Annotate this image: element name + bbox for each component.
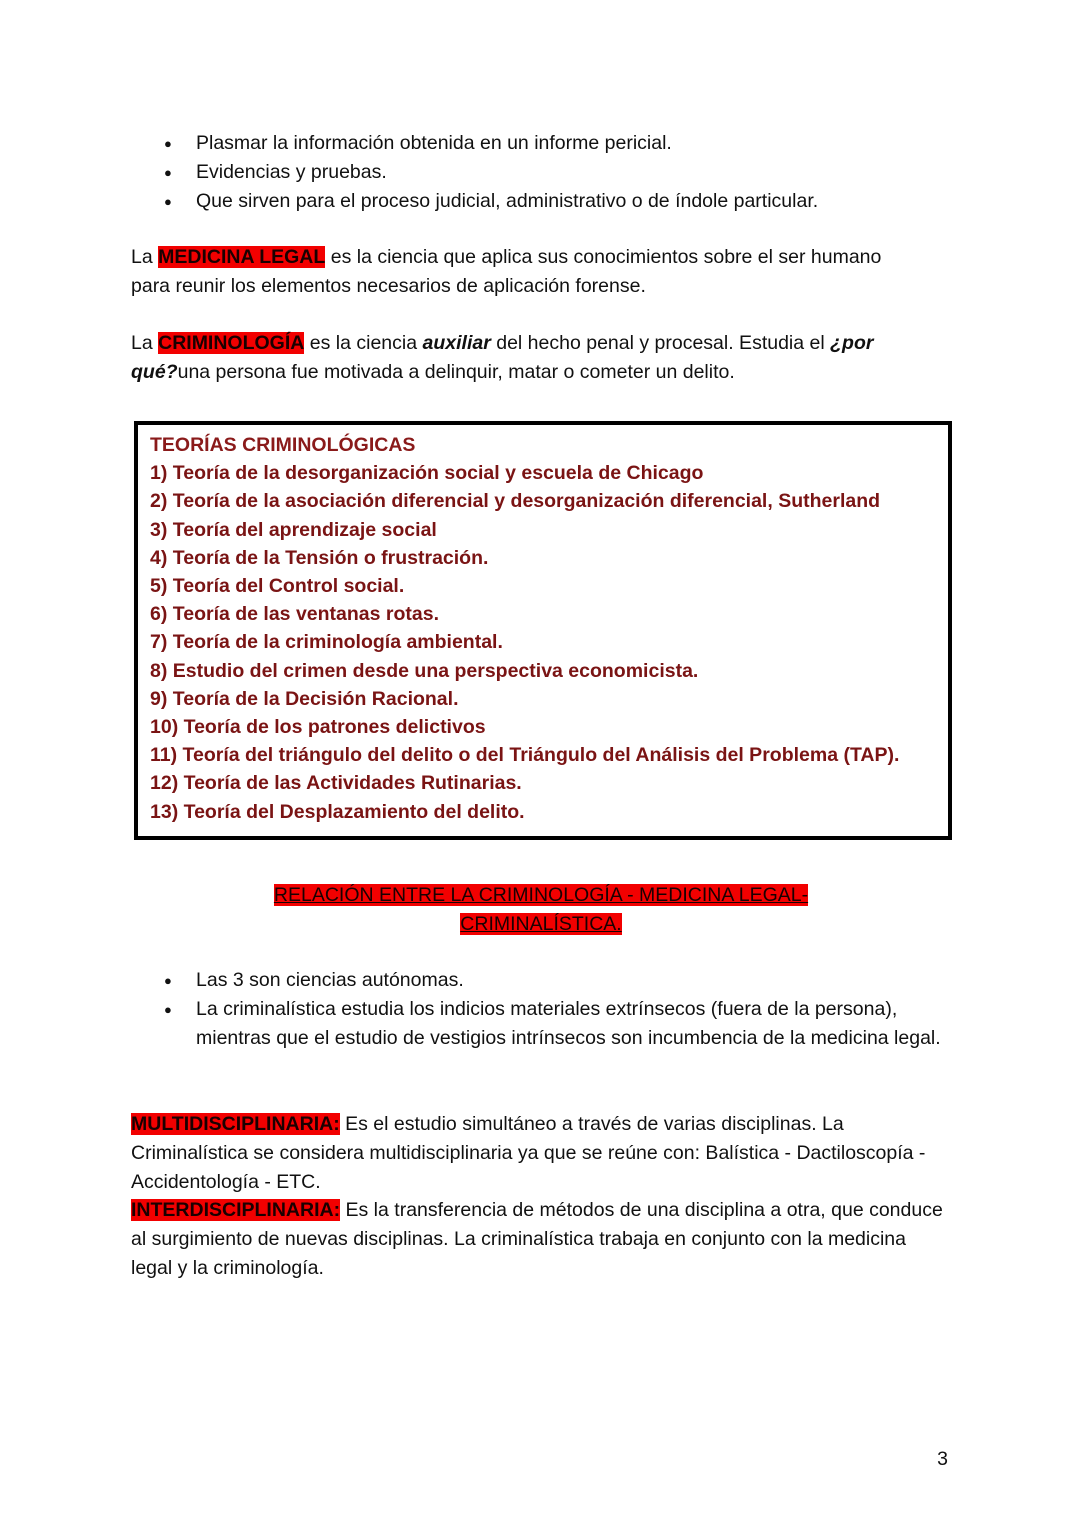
text: es la ciencia	[304, 332, 423, 354]
theory-item: 4) Teoría de la Tensión o frustración.	[150, 546, 489, 569]
theory-item: 11) Teoría del triángulo del delito o del Triángulo del Análisis del Problema (TAP).	[150, 744, 900, 767]
theory-item: 1) Teoría de la desorganización social y escuela de Chicago	[150, 462, 704, 485]
list-item: ● La criminalística estudia los indicios materiales extrínsecos (fuera de la persona), mientras que el estudio de vestigios intrínsecos son incumbencia de la medicina legal.	[131, 995, 951, 1053]
text: una persona fue motivada a delinquir, matar o cometer un delito.	[177, 361, 735, 383]
theory-item: 12) Teoría de las Actividades Rutinarias.	[150, 772, 522, 795]
paragraph-multidisciplinaria	[131, 1110, 951, 1197]
theory-item: 13) Teoría del Desplazamiento del delito.	[150, 800, 525, 823]
theory-item: 9) Teoría de la Decisión Racional.	[150, 687, 459, 710]
highlight-term: INTERDISCIPLINARIA:	[131, 1199, 341, 1221]
heading-line: CRIMINALÍSTICA.	[460, 913, 622, 935]
list-item: ● Plasmar la información obtenida en un informe pericial.	[131, 129, 951, 158]
highlight-term: MEDICINA LEGAL	[158, 246, 326, 268]
theory-item: 5) Teoría del Control social.	[150, 575, 405, 598]
bullet-list-2	[131, 966, 951, 1053]
theory-item: 2) Teoría de la asociación diferencial y desorganización diferencial, Sutherland	[150, 490, 881, 513]
text: del hecho penal y procesal. Estudia el	[490, 332, 831, 354]
text: Es el estudio simultáneo a través de varias disciplinas. La Criminalística se considera multidisciplinaria ya que se reúne con: Balística - Dactiloscopía - Accidentología - ETC.	[131, 1113, 926, 1193]
theory-item: 10) Teoría de los patrones delictivos	[150, 716, 486, 739]
emphasis: ¿por qué?	[131, 332, 874, 383]
theory-item: 7) Teoría de la criminología ambiental.	[150, 631, 503, 654]
highlight-term: MULTIDISCIPLINARIA:	[131, 1113, 340, 1135]
theories-box	[134, 421, 952, 840]
heading-line: RELACIÓN ENTRE LA CRIMINOLOGÍA - MEDICINA LEGAL-	[273, 884, 809, 906]
text: Es la transferencia de métodos de una disciplina a otra, que conduce al surgimiento de nuevas disciplinas. La criminalística trabaja en conjunto con la medicina legal y la criminología.	[131, 1199, 943, 1279]
box-title: TEORÍAS CRIMINOLÓGICAS	[150, 434, 416, 456]
bullet-list-1	[131, 129, 951, 216]
paragraph-criminologia	[131, 329, 921, 387]
text: La	[131, 332, 159, 354]
list-item: ● Que sirven para el proceso judicial, administrativo o de índole particular.	[131, 187, 951, 216]
text: La	[131, 246, 159, 268]
emphasis: auxiliar	[422, 332, 491, 354]
paragraph-medicina-legal	[131, 243, 891, 301]
theory-item: 6) Teoría de las ventanas rotas.	[150, 603, 440, 626]
text: es la ciencia que aplica sus conocimientos sobre el ser humano para reunir los elementos necesarios de aplicación forense.	[131, 246, 882, 297]
section-heading	[131, 881, 951, 939]
theory-item: 8) Estudio del crimen desde una perspectiva economicista.	[150, 659, 699, 682]
list-item: ● Las 3 son ciencias autónomas.	[131, 966, 951, 995]
highlight-term: CRIMINOLOGÍA	[158, 332, 305, 354]
page-number: 3	[937, 1448, 948, 1470]
theory-item: 3) Teoría del aprendizaje social	[150, 518, 437, 541]
list-item: ● Evidencias y pruebas.	[131, 158, 951, 187]
paragraph-interdisciplinaria	[131, 1196, 951, 1283]
